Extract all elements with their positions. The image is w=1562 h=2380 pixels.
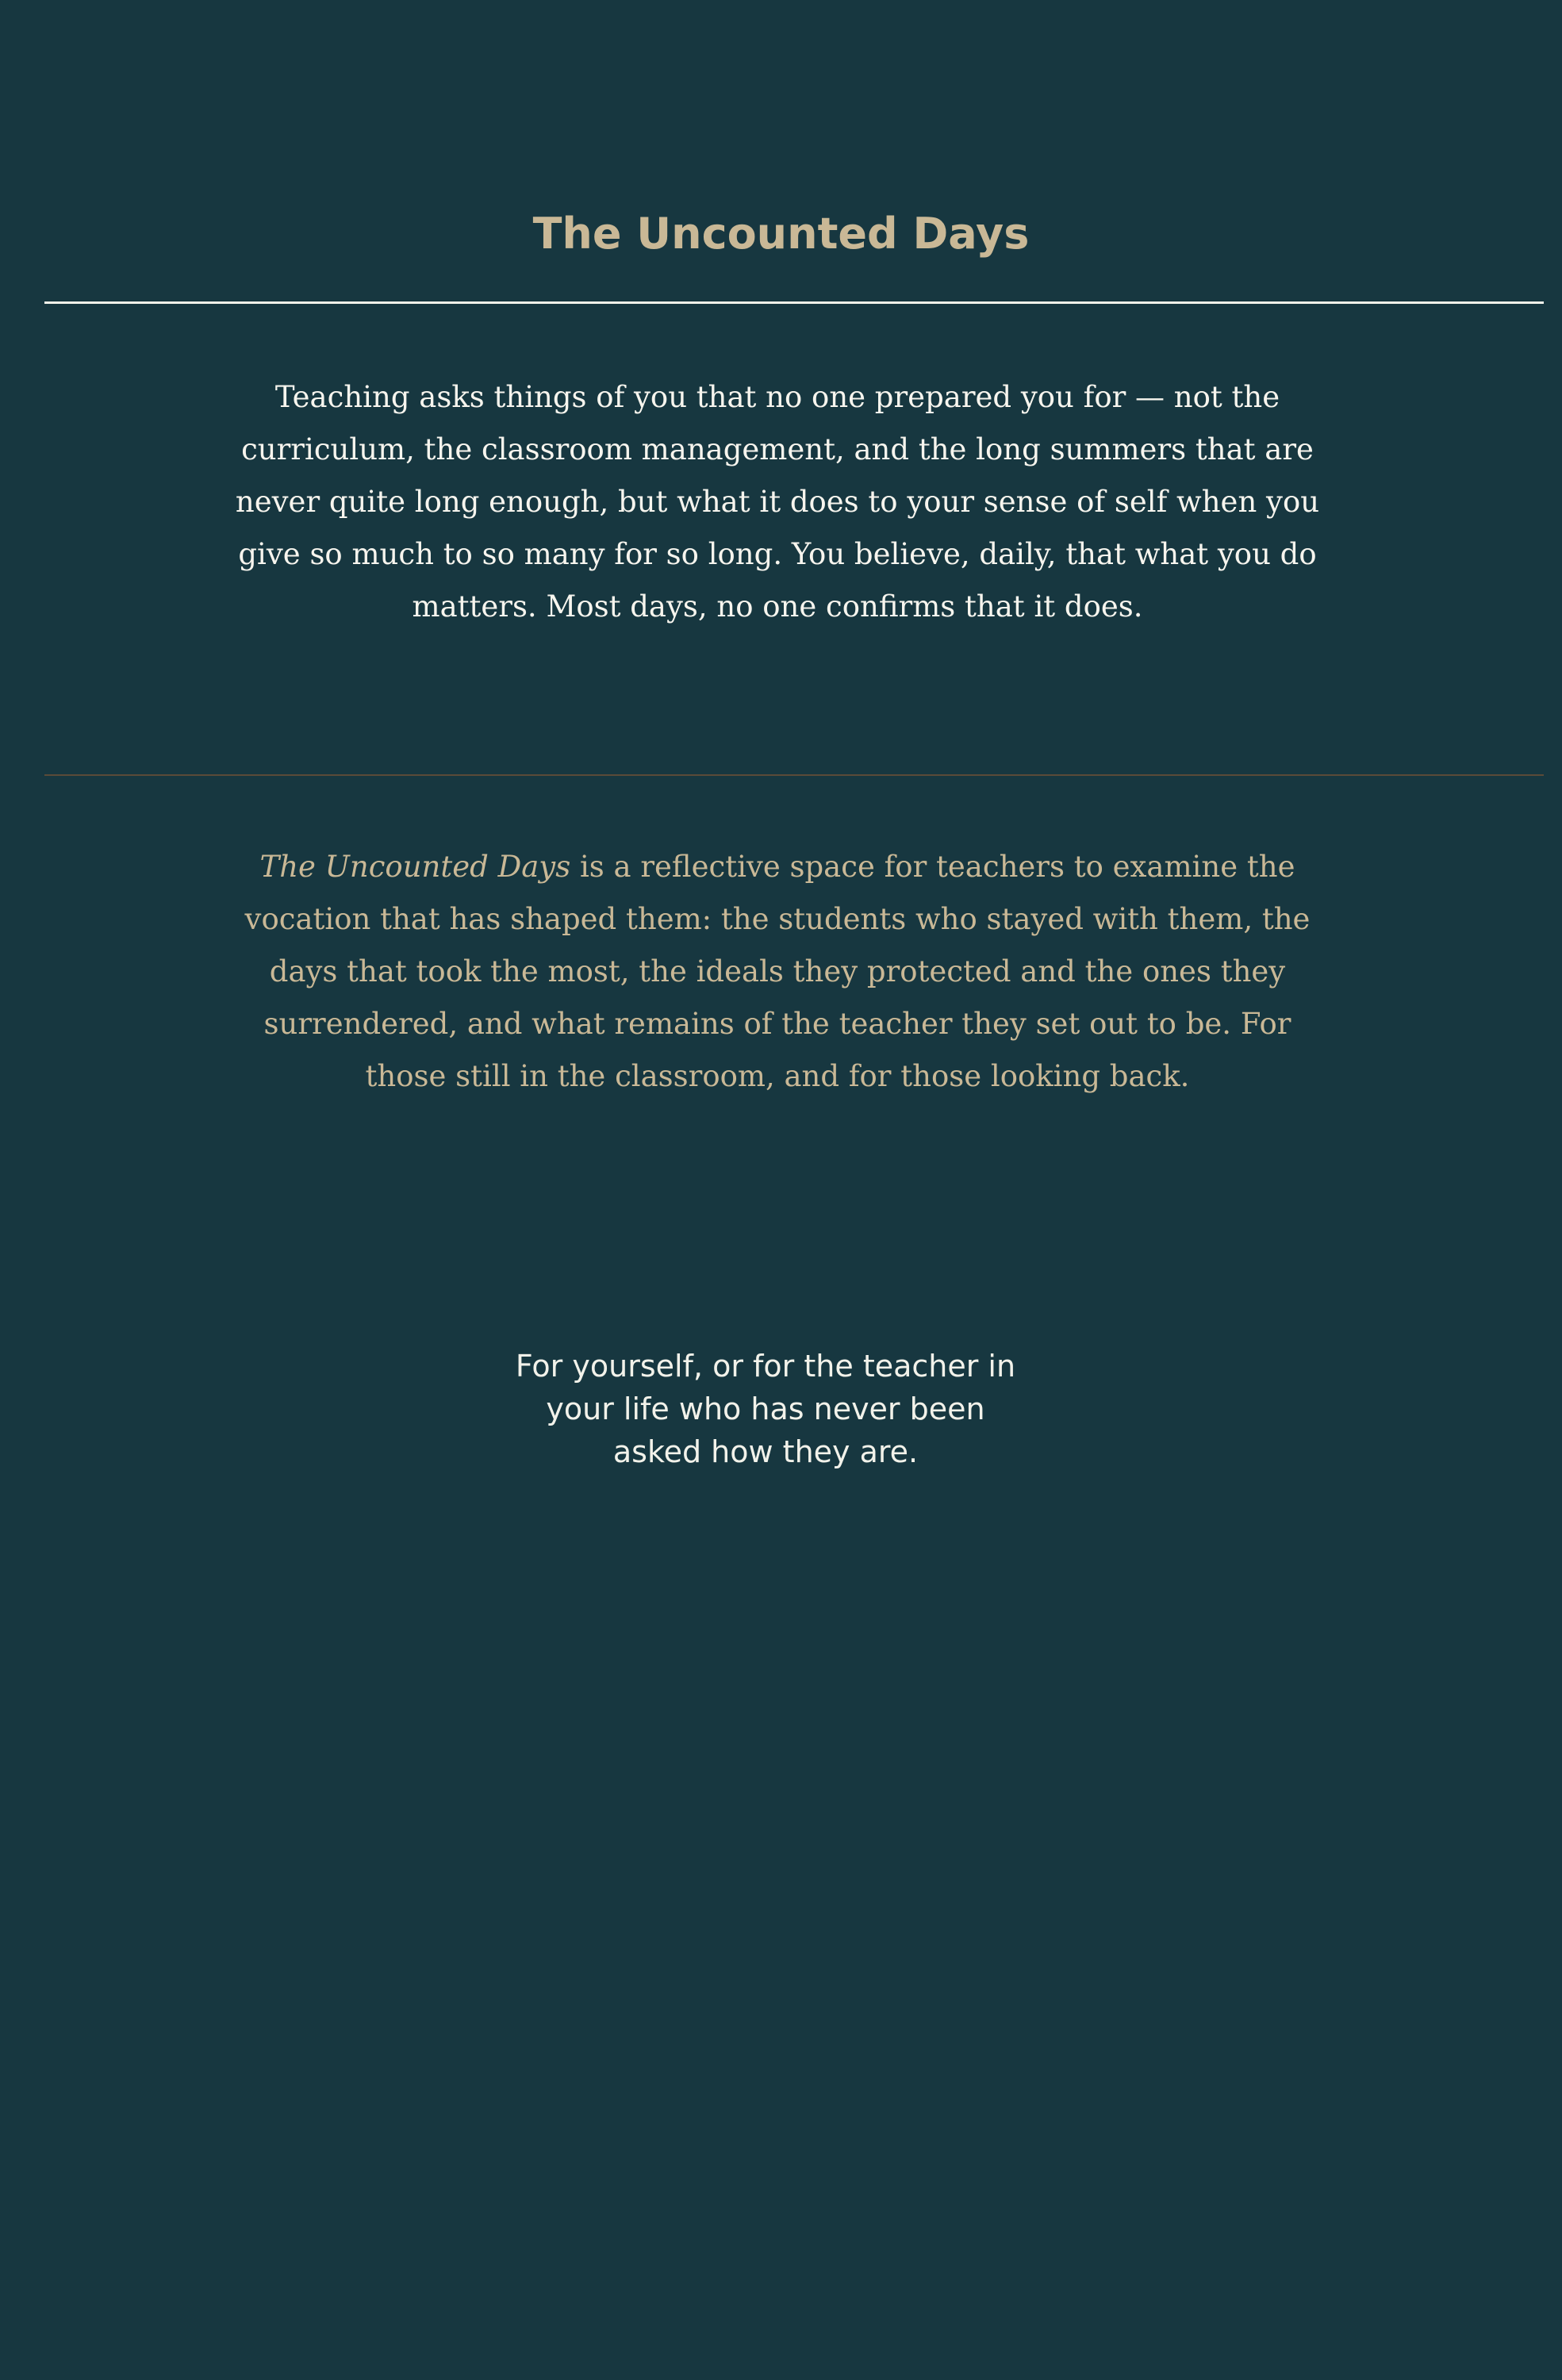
top-divider bbox=[44, 301, 1544, 304]
about-text: is a reflective space for teachers to examine the vocation that has shaped them: the students who stayed with them, the days that took the most, the ideals they protected and the ones they surrendered, and what remains of the teacher they set out to be. For those still in the classroom, and for those looking back. bbox=[244, 850, 1311, 1093]
intro-paragraph: Teaching asks things of you that no one prepared you for — not the curriculum, the classroom management, and the long summers that are never quite long enough, but what it does to your sense of self when you give so much to so many for so long. You believe, daily, that what you do matters. Most days, no one confirms that it does. bbox=[235, 380, 1320, 624]
gift-tagline: For yourself, or for the teacher in your life who has never been asked how they are. bbox=[515, 1349, 1016, 1469]
section-divider bbox=[44, 774, 1544, 776]
about-paragraph bbox=[230, 841, 1325, 1103]
about-title-italic: The Uncounted Days bbox=[259, 850, 571, 884]
page-title: The Uncounted Days bbox=[532, 209, 1030, 259]
